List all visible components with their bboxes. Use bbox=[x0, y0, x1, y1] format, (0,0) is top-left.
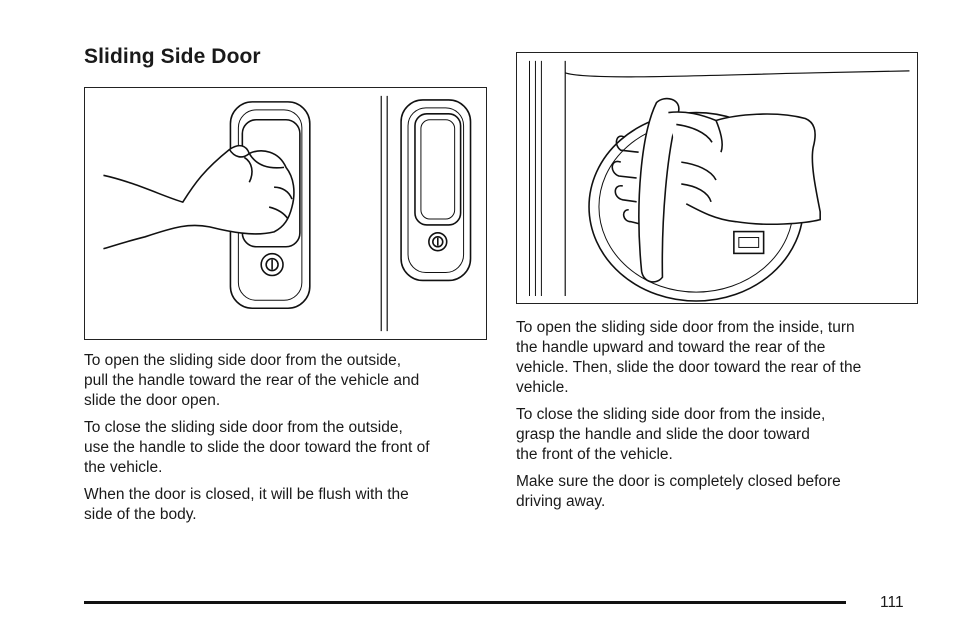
footer-rule bbox=[84, 601, 846, 604]
left-column-text bbox=[84, 351, 494, 532]
right-column-text bbox=[516, 318, 926, 519]
paragraph: To open the sliding side door from the inside, turn the handle upward and toward the rear of the vehicle. Then, slide the door toward the rear of the vehicle. bbox=[516, 319, 862, 396]
hand-outline bbox=[103, 146, 293, 249]
page-number: 111 bbox=[880, 594, 904, 611]
paragraph: To close the sliding side door from the outside, use the handle to slide the door toward the front of the vehicle. bbox=[84, 419, 430, 476]
paragraph: Make sure the door is completely closed before driving away. bbox=[516, 473, 841, 510]
paragraph: To open the sliding side door from the outside, pull the handle toward the rear of the vehicle and slide the door open. bbox=[84, 352, 420, 409]
paragraph: To close the sliding side door from the inside, grasp the handle and slide the door toward the front of the vehicle. bbox=[516, 406, 826, 463]
interior-handle-illustration bbox=[516, 52, 918, 304]
hand-outline bbox=[668, 112, 820, 224]
section-title: Sliding Side Door bbox=[84, 45, 261, 68]
paragraph: When the door is closed, it will be flush with the side of the body. bbox=[84, 486, 409, 523]
exterior-handle-illustration bbox=[84, 87, 487, 340]
